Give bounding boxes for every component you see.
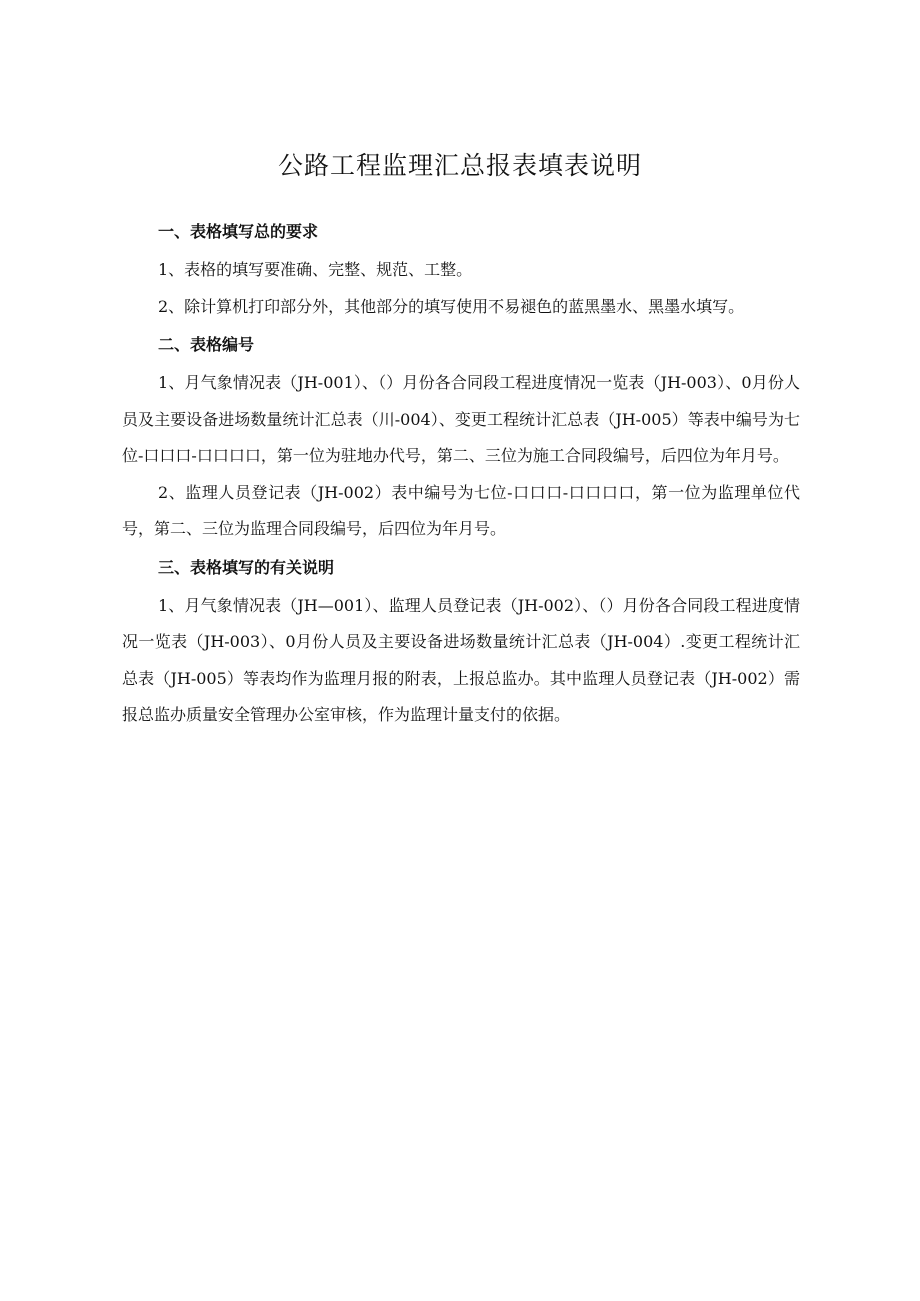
paragraph: 1、月气象情况表（JH—001）、监理人员登记表（JH-002）、（）月份各合同段工程进度情况一览表（JH-003）、0月份人员及主要设备进场数量统计汇总表（JH-004）.变更工程统计汇总表（JH-005）等表均作为监理月报的附表，上报总监办。其中监理人员登记表（JH-002）需报总监办质量安全管理办公室审核，作为监理计量支付的依据。 xyxy=(122,595,800,724)
paragraph: 2、除计算机打印部分外，其他部分的填写使用不易褪色的蓝黑墨水、黑墨水填写。 xyxy=(158,296,745,316)
document-body xyxy=(122,212,800,734)
section-heading: 三、表格填写的有关说明 xyxy=(158,557,335,577)
section-filling-notes xyxy=(122,548,800,734)
section-form-numbering xyxy=(122,325,800,548)
section-heading: 一、表格填写总的要求 xyxy=(158,222,319,241)
document-title: 公路工程监理汇总报表填表说明 xyxy=(277,151,642,180)
paragraph: 2、监理人员登记表（JH-002）表中编号为七位-口口口-口口口口，第一位为监理单位代号，第二、三位为监理合同段编号，后四位为年月号。 xyxy=(122,482,800,538)
paragraph: 1、表格的填写要准确、完整、规范、工整。 xyxy=(158,260,473,279)
paragraph: 1、月气象情况表（JH-001）、（）月份各合同段工程进度情况一览表（JH-003）、0月份人员及主要设备进场数量统计汇总表（川-004）、变更工程统计汇总表（JH-005）等表中编号为七位-口口口-口口口口，第一位为驻地办代号，第二、三位为施工合同段编号，后四位为年月号。 xyxy=(122,373,800,465)
section-heading: 二、表格编号 xyxy=(158,335,255,354)
section-general-requirements xyxy=(122,212,800,325)
